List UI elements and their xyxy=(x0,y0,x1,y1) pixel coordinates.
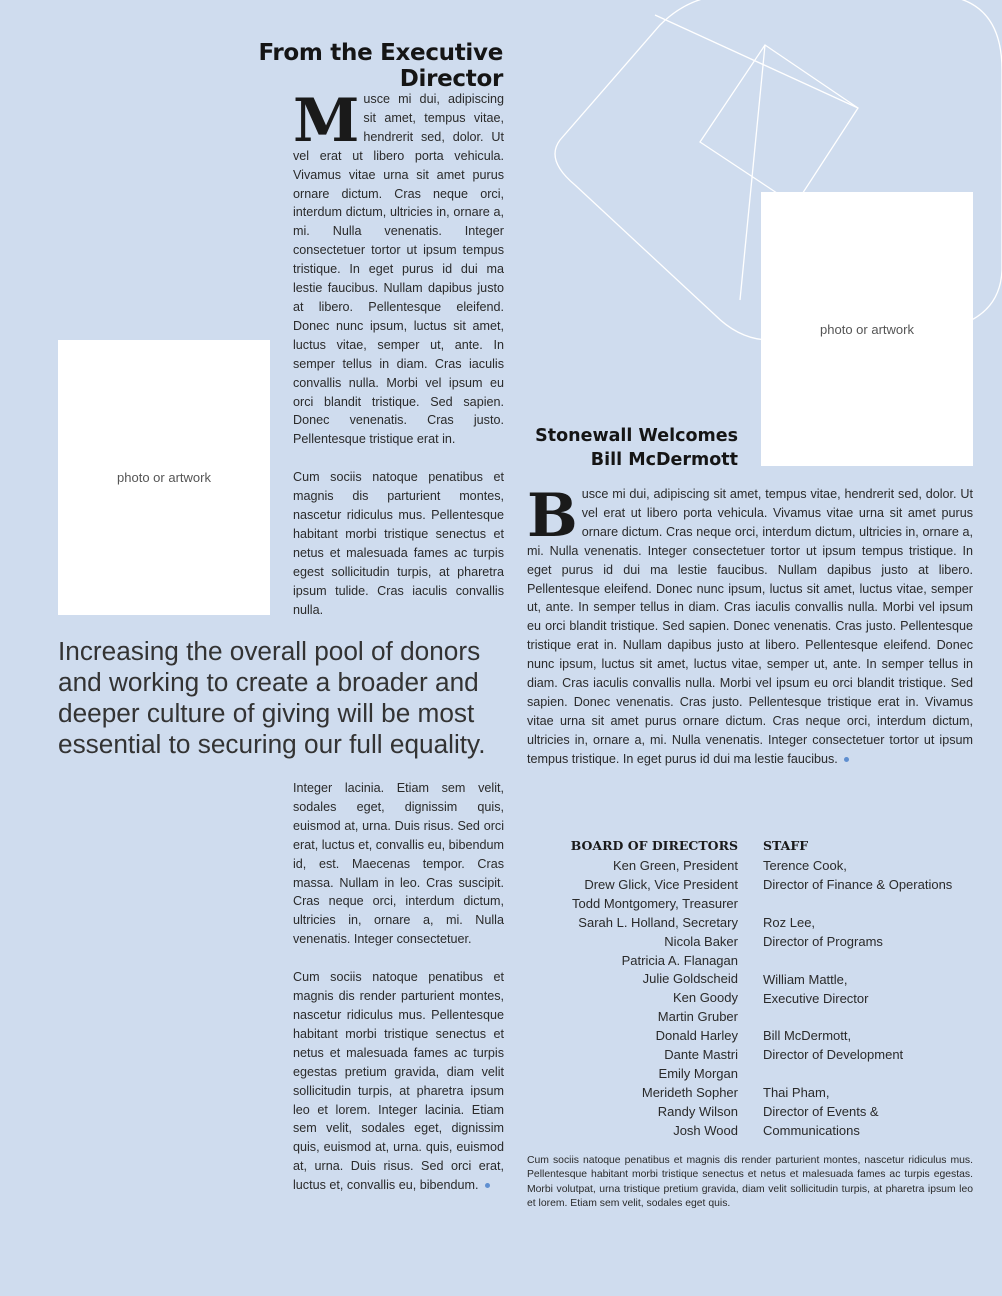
board-member: Merideth Sopher xyxy=(641,1084,738,1100)
board-member: Martin Gruber xyxy=(657,1009,738,1025)
pull-quote: Increasing the overall pool of donors and working to create a broader and deeper culture of giving will be most essential to securing our full equality. xyxy=(58,636,486,759)
exec-director-column-bottom xyxy=(293,779,504,1195)
board-member: Sarah L. Holland, Secretary xyxy=(578,914,738,930)
staff-name: Terence Cook, xyxy=(763,858,847,873)
staff-title: Director of Programs xyxy=(763,933,883,949)
exec-director-para-2: Cum sociis natoque penatibus et magnis dis parturient montes, nascetur ridiculus mus. Pellentesque habitant morbi tristique senectus et netus et malesuada fames ac turpis egest sollicitudin turpis, at pharetra ipsum tulide. Cras iaculis convallis nulla. xyxy=(293,470,504,617)
welcome-body: Busce mi dui, adipiscing sit amet, tempus vitae, hendrerit sed, dolor. Ut vel erat ut libero porta vehicula. Vivamus vitae urna sit amet purus ornare dictum. Cras neque orci, interdum dictum, ultricies in, ornare a, mi. Nulla venenatis. Integer consectetuer tortor ut ipsum tempus tristique. In eget purus id dui ma lestie faucibus. Nullam dapibus justo at libero. Pellentesque eleifend. Donec nunc ipsum, luctus sit amet, luctus vitae, semper ut, ante. In semper tellus in diam. Cras iaculis convallis nulla. Morbi vel ipsum eu orci blandit tristique. Sed sapien. Donec venenatis. Cras justo. Pellentesque tristique erat in. Nullam dapibus justo at libero. Pellentesque eleifend. Donec nunc ipsum, luctus sit amet, luctus vitae, semper ut, ante. In semper tellus in diam. Cras iaculis convallis nulla. Morbi vel ipsum eu orci blandit tristique. Sed sapien. Donec venenatis. Cras justo. Pellentesque tristique erat in. Vivamus vitae urna sit amet purus ornare dictum. Cras neque orci, interdum dictum, ultricies in, ornare a, mi. Nulla venenatis. Integer consectetuer tortor ut ipsum tempus tristique. In eget purus id dui ma lestie faucibus. xyxy=(527,481,973,766)
exec-director-para-4: Cum sociis natoque penatibus et magnis dis render parturient montes, nascetur ridiculus mus. Pellentesque habitant morbi tristique senectus et netus et malesuada fames ac turpis egestas pretium gravida, diam velit sollicitudin turpis, at pharetra ipsum leo et lorem. Integer lacinia. Etiam sem velit, sodales eget, dignissim quis, euismod at, urna. quis, euismod at, urna. Duis risus. Sed orci erat, luctus et, convallis eu, bibendum. xyxy=(293,970,504,1193)
staff-heading: STAFF xyxy=(763,838,809,853)
staff-name: Thai Pham, xyxy=(763,1085,830,1101)
staff-list xyxy=(763,857,978,1141)
board-member: Randy Wilson xyxy=(657,1103,738,1119)
staff-entry xyxy=(763,1084,978,1141)
staff-name: Bill McDermott, xyxy=(763,1028,852,1044)
exec-director-heading: From the Executive Director xyxy=(258,40,503,92)
exec-director-para-1: Musce mi dui, adipiscing sit amet, tempus vitae, hendrerit sed, dolor. Ut vel erat ut libero porta vehicula. Vivamus vitae urna sit amet purus ornare dictum. Cras neque orci, interdum dictum, ultricies in, ornare a, mi. Nulla venenatis. Integer consectetuer tortor ut ipsum tempus tristique. In eget purus id dui ma lestie faucibus. Nullam dapibus justo at libero. Pellentesque eleifend. Donec nunc ipsum, luctus sit amet, luctus vitae, semper ut, ante. In semper tellus in diam. Cras iaculis convallis nulla. Morbi vel ipsum eu orci blandit tristique. Sed sapien. Donec venenatis. Cras justo. Pellentesque tristique erat in. xyxy=(293,86,504,447)
board-member: Josh Wood xyxy=(673,1122,738,1138)
end-bullet xyxy=(485,1183,490,1188)
photo-placeholder-right xyxy=(761,192,973,466)
exec-director-column-top xyxy=(293,86,504,619)
board-member: Drew Glick, Vice President xyxy=(584,876,738,892)
board-member: Todd Montgomery, Treasurer xyxy=(572,895,738,911)
photo-label: photo or artwork xyxy=(820,321,914,337)
staff-name: William Mattle, xyxy=(763,971,848,987)
staff-title: Director of Events & xyxy=(763,1104,879,1120)
staff-title: Director of Finance & Operations xyxy=(763,876,953,892)
board-member: Ken Goody xyxy=(672,990,738,1006)
end-bullet xyxy=(844,757,849,762)
drop-cap-m: M xyxy=(293,86,360,156)
staff-title: Director of Development xyxy=(763,1047,904,1063)
photo-label: photo or artwork xyxy=(117,470,211,485)
drop-cap-b: B xyxy=(527,481,578,551)
staff-entry xyxy=(763,1027,978,1065)
board-member: Dante Mastri xyxy=(664,1047,738,1063)
board-member: Ken Green, President xyxy=(612,858,738,873)
welcome-heading: Stonewall Welcomes Bill McDermott xyxy=(535,426,738,470)
staff-entry xyxy=(763,857,978,895)
staff-entry xyxy=(763,971,978,1009)
staff-title: Communications xyxy=(763,1123,860,1139)
photo-placeholder-left xyxy=(58,340,270,615)
staff-name: Roz Lee, xyxy=(763,914,816,930)
board-member-list xyxy=(540,857,738,1141)
board-member: Emily Morgan xyxy=(658,1065,738,1081)
board-member: Donald Harley xyxy=(655,1028,738,1044)
fine-print: Cum sociis natoque penatibus et magnis dis render parturient montes, nascetur ridiculus mus. Pellentesque habitant morbi tristique senectus et netus et malesuada fames ac turpis egestas. Morbi volutpat, urna tristique pretium gravida, diam velit sollicitudin turpis, at pharetra ipsum leo et lorem. Etiam sem velit, sodales eget quis. xyxy=(527,1155,973,1210)
exec-director-para-3: Integer lacinia. Etiam sem velit, sodales eget, dignissim quis, euismod at, urna. Duis risus. Sed orci erat, luctus et, convallis eu, bibendum id, est. Maecenas tempor. Cras massa. Nullam in leo. Cras suscipit. Cras neque orci, interdum dictum, ultricies in, ornare a, mi. Nulla venenatis. Integer consectetuer. xyxy=(293,781,504,947)
staff-entry xyxy=(763,914,978,952)
board-heading: BOARD OF DIRECTORS xyxy=(570,838,738,853)
board-of-directors xyxy=(540,838,738,1141)
staff-title: Executive Director xyxy=(763,990,869,1006)
board-member: Julie Goldscheid xyxy=(642,971,738,987)
board-member: Patricia A. Flanagan xyxy=(621,952,738,968)
board-member: Nicola Baker xyxy=(664,933,738,949)
staff xyxy=(763,838,978,1160)
